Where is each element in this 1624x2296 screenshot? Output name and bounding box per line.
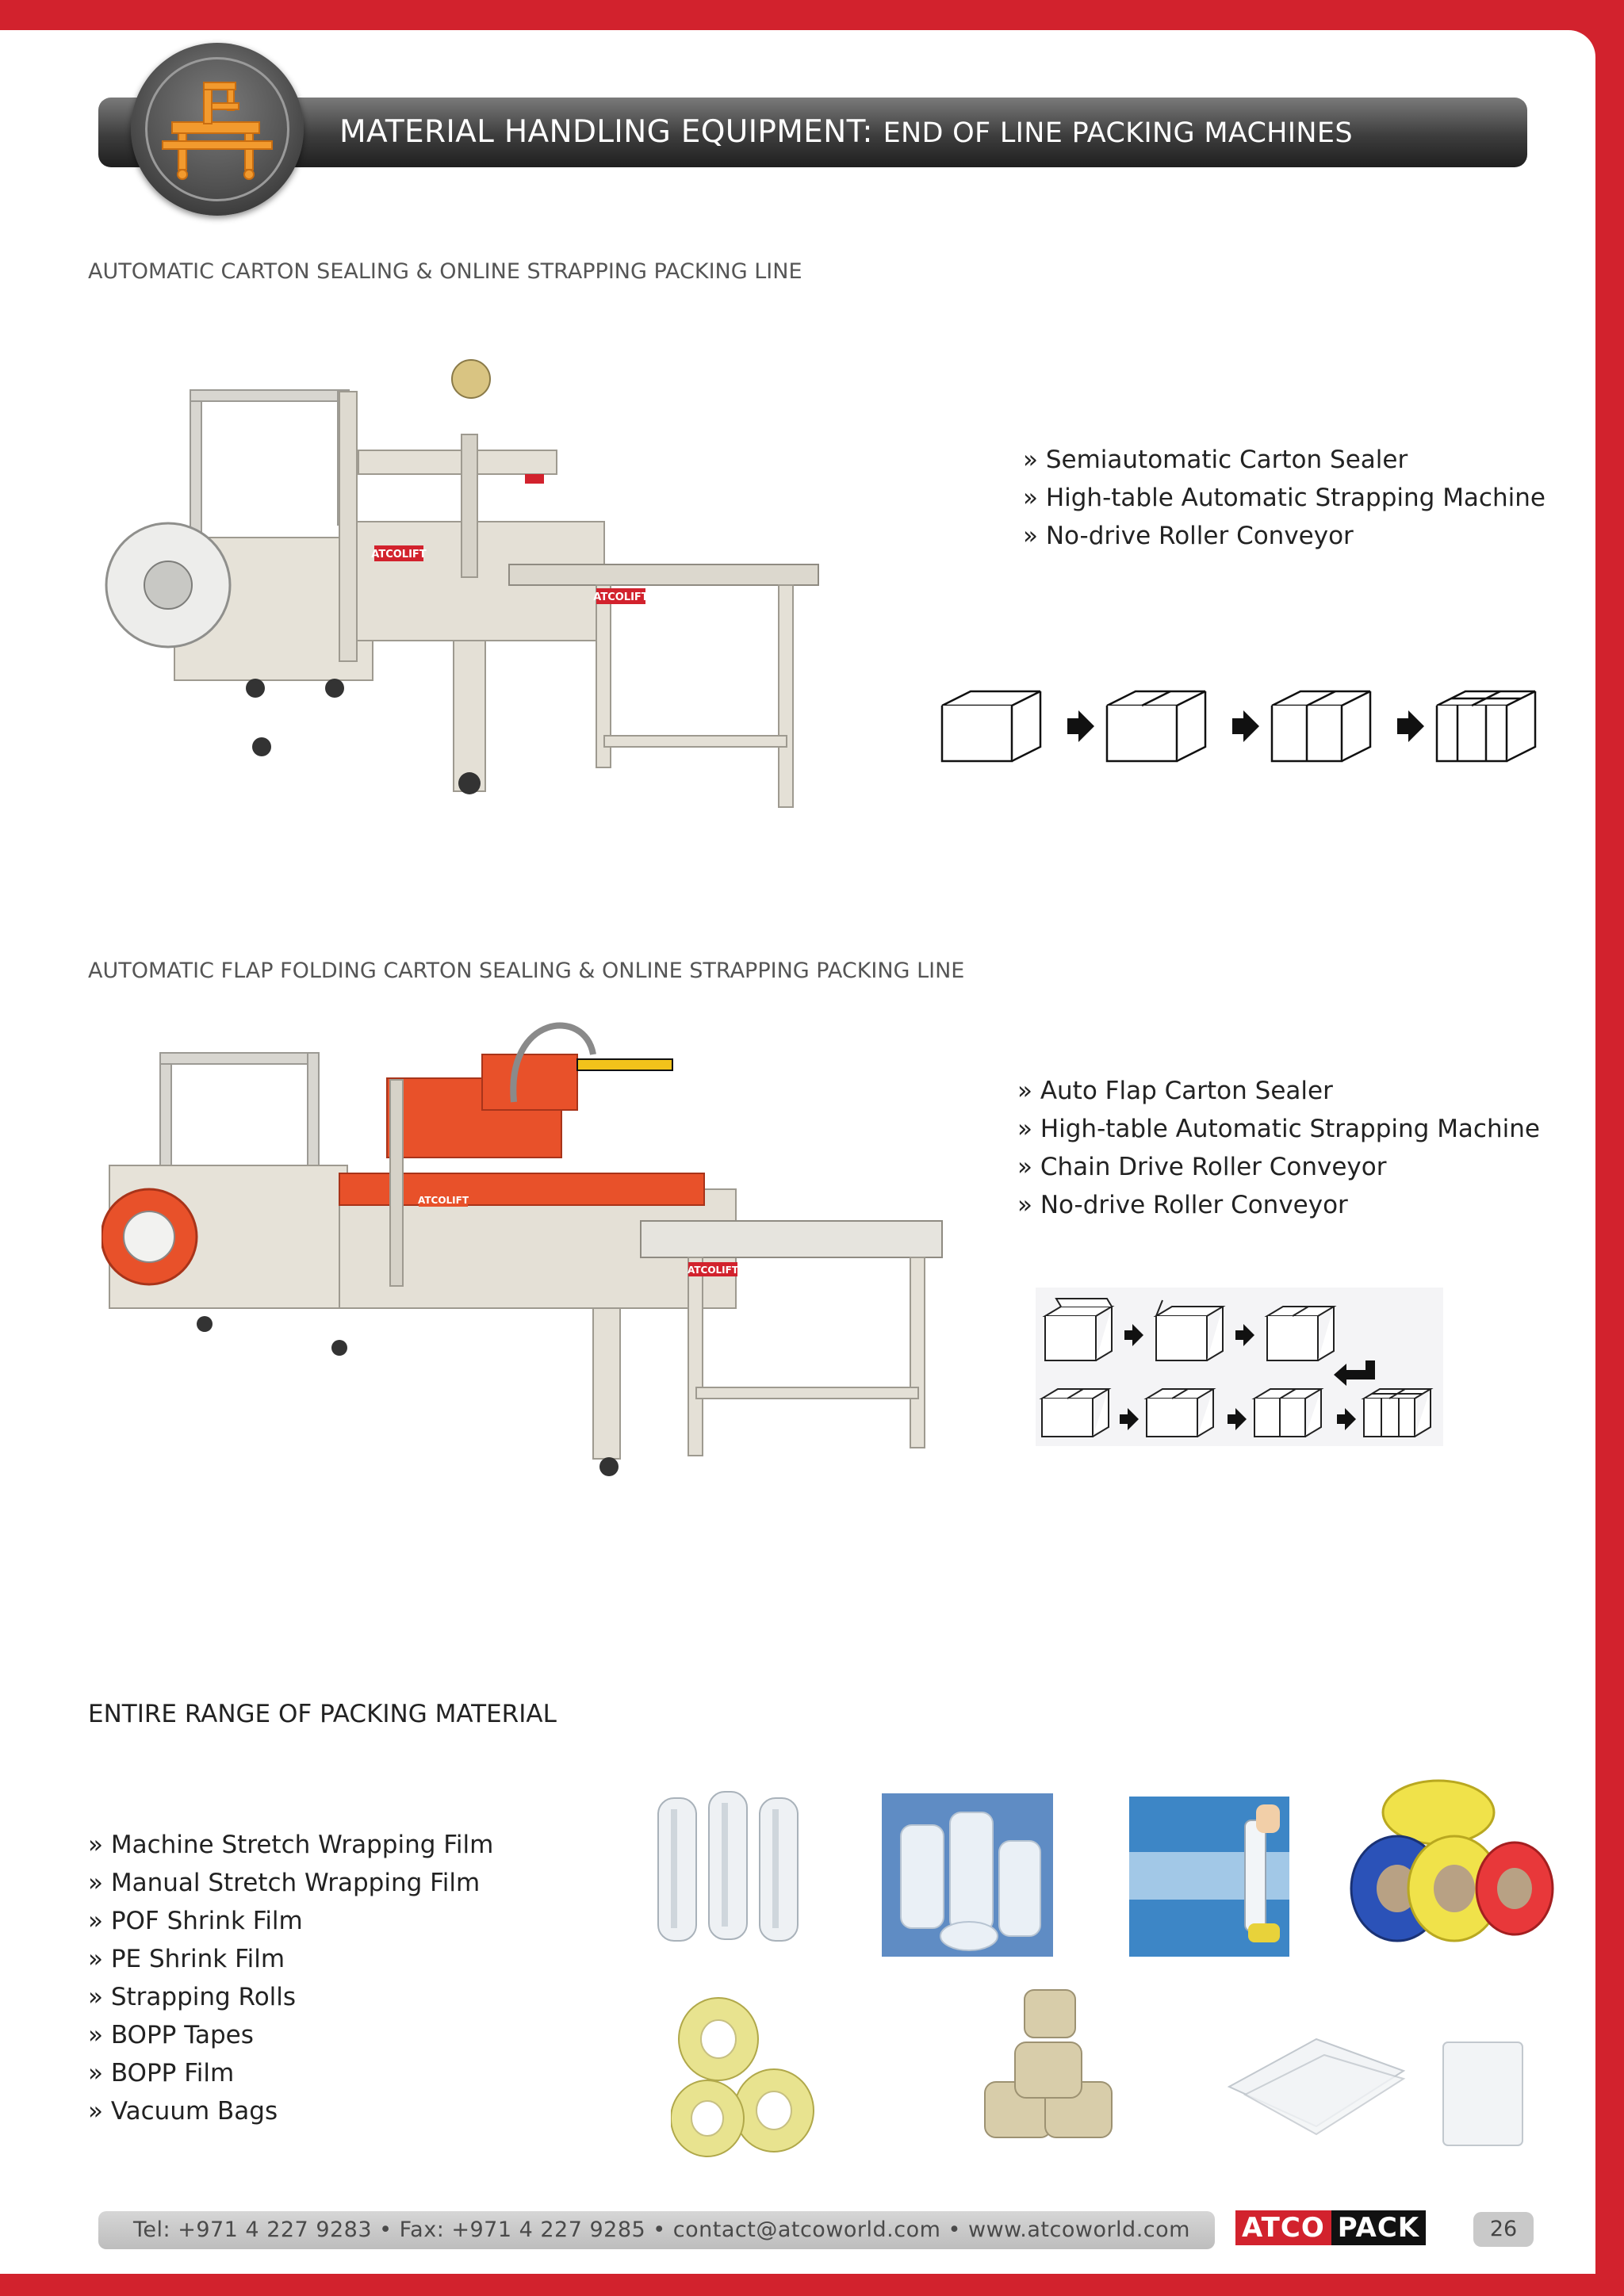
list-item: » POF Shrink Film	[88, 1902, 493, 1940]
strapping-rolls-photo	[1343, 1777, 1557, 1957]
strap-reel-hub	[124, 1211, 174, 1262]
caster-2	[325, 679, 344, 698]
sealer-leg	[454, 641, 485, 791]
roller-conveyor-top	[641, 1221, 942, 1257]
sealer-leg	[593, 1308, 620, 1459]
list-item: » Auto Flap Carton Sealer	[1017, 1072, 1540, 1110]
carton-sealing-steps-diagram	[936, 679, 1546, 774]
packing-machine-icon	[156, 75, 278, 186]
carton-step-4	[1437, 691, 1535, 761]
strapping-arch-top	[160, 1053, 319, 1064]
sealer-column	[339, 392, 357, 661]
list-item: » BOPP Film	[88, 2054, 493, 2092]
machine-stretch-film-photo	[650, 1785, 806, 1949]
brand-label-1: ATCOLIFT	[417, 1195, 469, 1206]
vacuum-bags-photo	[1221, 2031, 1538, 2150]
section2-heading: AUTOMATIC FLAP FOLDING CARTON SEALING & ONLINE STRAPPING PACKING LINE	[88, 959, 965, 983]
caster-4	[252, 737, 271, 756]
conveyor-leg-1	[688, 1257, 703, 1456]
bopp-film-photo	[969, 1987, 1128, 2160]
brand-label-1: ATCOLIFT	[371, 549, 427, 561]
list-item: » Vacuum Bags	[88, 2092, 493, 2130]
carton-step-3	[1272, 691, 1370, 761]
title-main: MATERIAL HANDLING EQUIPMENT:	[339, 114, 873, 150]
conveyor-leg-2	[910, 1257, 925, 1448]
logo-pack: PACK	[1331, 2210, 1426, 2245]
section3-heading: ENTIRE RANGE OF PACKING MATERIAL	[88, 1700, 557, 1728]
conveyor-brace	[696, 1387, 918, 1399]
pof-shrink-film-photo	[1129, 1797, 1289, 1957]
footer-contact: Tel: +971 4 227 9283 • Fax: +971 4 227 9285 • contact@atcoworld.com • www.atcoworld.com	[133, 2218, 1190, 2242]
carton-sealing-line-photo	[97, 355, 826, 831]
flap-folding-arm	[482, 1054, 577, 1110]
bopp-tapes-photo	[671, 1992, 822, 2158]
sealer-head-post	[462, 434, 477, 577]
atcopack-logo	[1235, 2210, 1454, 2245]
page-number: 26	[1473, 2212, 1534, 2247]
carton-step-1	[942, 691, 1040, 761]
sealer-top-head	[358, 450, 557, 474]
arrow-icon	[1067, 710, 1094, 742]
flap-folding-line-photo	[102, 1007, 950, 1530]
list-item: » Machine Stretch Wrapping Film	[88, 1826, 493, 1864]
list-item: » No-drive Roller Conveyor	[1017, 1186, 1540, 1224]
category-emblem	[131, 43, 304, 216]
caster-1	[246, 679, 265, 698]
list-item: » Manual Stretch Wrapping Film	[88, 1864, 493, 1902]
brand-label-2: ATCOLIFT	[687, 1265, 739, 1276]
section1-heading: AUTOMATIC CARTON SEALING & ONLINE STRAPPING PACKING LINE	[88, 259, 802, 284]
list-item: » BOPP Tapes	[88, 2016, 493, 2054]
list-item: » No-drive Roller Conveyor	[1023, 517, 1545, 555]
page-title	[339, 112, 1353, 153]
red-guide	[525, 474, 544, 484]
brand-label-2: ATCOLIFT	[593, 591, 649, 603]
strap-reel-hub	[144, 561, 192, 609]
manual-stretch-film-photo	[882, 1793, 1053, 1957]
sealer-column	[390, 1080, 403, 1286]
warning-stripe-bar	[577, 1059, 672, 1070]
logo-atco: ATCO	[1235, 2210, 1331, 2245]
list-item: » PE Shrink Film	[88, 1940, 493, 1978]
title-sub: END OF LINE PACKING MACHINES	[883, 117, 1353, 149]
arrow-icon	[1397, 710, 1424, 742]
caster-3	[458, 772, 481, 794]
list-item: » High-table Automatic Strapping Machine	[1017, 1110, 1540, 1148]
carton-step-2	[1107, 691, 1205, 761]
arrow-icon	[1232, 710, 1259, 742]
list-item: » Chain Drive Roller Conveyor	[1017, 1148, 1540, 1186]
list-item: » Strapping Rolls	[88, 1978, 493, 2016]
flap-folding-steps-diagram	[1036, 1288, 1443, 1446]
caster-3	[599, 1457, 619, 1476]
section1-bullet-list	[1023, 441, 1545, 555]
conveyor-brace	[604, 736, 787, 747]
roller-conveyor-top	[509, 564, 818, 585]
conveyor-leg-2	[779, 585, 793, 807]
tape-roll	[452, 360, 490, 398]
list-item: » High-table Automatic Strapping Machine	[1023, 479, 1545, 517]
caster-1	[197, 1316, 213, 1332]
caster-2	[331, 1340, 347, 1356]
section3-bullet-list	[88, 1826, 493, 2130]
list-item: » Semiautomatic Carton Sealer	[1023, 441, 1545, 479]
section2-bullet-list	[1017, 1072, 1540, 1224]
strapping-arch-top	[190, 390, 349, 401]
